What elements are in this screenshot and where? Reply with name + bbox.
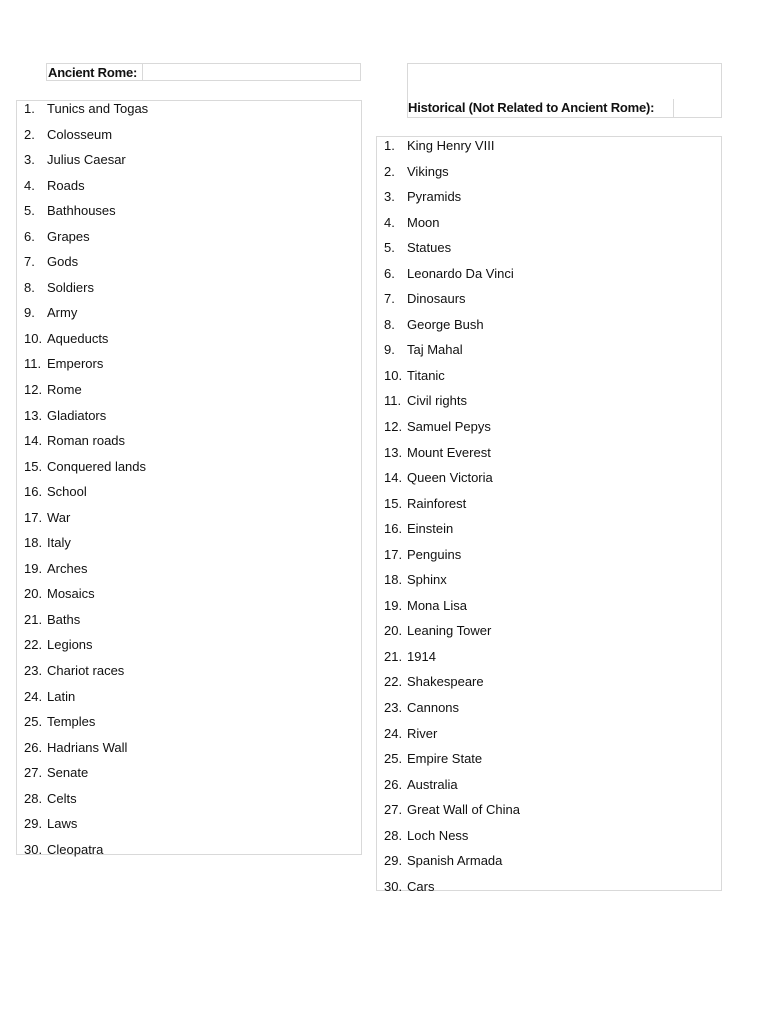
list-item-number: 27. — [384, 802, 403, 818]
list-item-number: 21. — [24, 611, 43, 627]
list-item-text: Soldiers — [47, 279, 94, 295]
list-item-text: Empire State — [407, 751, 483, 767]
list-item-text: Sphinx — [407, 572, 447, 588]
list-item-text: Gladiators — [47, 407, 107, 423]
list-item — [377, 419, 721, 445]
list-item-text: River — [407, 725, 438, 741]
list-item-text: Mosaics — [47, 586, 95, 602]
list-item — [377, 470, 721, 496]
historical-list — [377, 138, 721, 904]
list-item-number: 16. — [384, 521, 403, 537]
list-item-number: 3. — [24, 152, 35, 168]
list-item-text: Spanish Armada — [407, 853, 503, 869]
list-item — [17, 612, 361, 638]
list-item — [377, 751, 721, 777]
list-item-text: Senate — [47, 765, 89, 781]
list-item — [17, 356, 361, 382]
list-item-text: George Bush — [407, 316, 484, 332]
list-item-text: Arches — [47, 560, 88, 576]
list-item-number: 14. — [24, 433, 43, 449]
list-item — [377, 879, 721, 905]
list-item-text: Julius Caesar — [47, 152, 126, 168]
list-item-number: 15. — [384, 495, 403, 511]
list-item-number: 6. — [24, 228, 35, 244]
list-item-text: Gods — [47, 254, 79, 270]
list-item — [17, 510, 361, 536]
list-item — [17, 561, 361, 587]
list-item — [17, 280, 361, 306]
list-item — [17, 331, 361, 357]
list-item-number: 15. — [24, 458, 43, 474]
list-item — [17, 740, 361, 766]
list-item — [17, 178, 361, 204]
list-item — [17, 408, 361, 434]
list-item-text: Emperors — [47, 356, 104, 372]
list-item — [377, 138, 721, 164]
list-item-text: Army — [47, 305, 78, 321]
list-item-text: Titanic — [407, 367, 445, 383]
ancient-rome-header-box — [46, 63, 361, 81]
list-item-number: 27. — [24, 765, 43, 781]
list-item-text: Mona Lisa — [407, 597, 467, 613]
list-item-text: 1914 — [407, 648, 436, 664]
list-item-text: Aqueducts — [47, 330, 109, 346]
list-item-text: Mount Everest — [407, 444, 491, 460]
historical-header-box — [407, 63, 722, 118]
list-item-number: 18. — [24, 535, 43, 551]
list-item-number: 29. — [24, 816, 43, 832]
list-item-number: 3. — [384, 189, 395, 205]
list-item-number: 2. — [24, 126, 35, 142]
list-item-number: 21. — [384, 648, 403, 664]
list-item-text: Roman roads — [47, 433, 126, 449]
list-item-number: 16. — [24, 484, 43, 500]
list-item-text: Grapes — [47, 228, 90, 244]
list-item-number: 2. — [384, 163, 395, 179]
list-item-text: Penguins — [407, 546, 462, 562]
list-item-text: School — [47, 484, 87, 500]
list-item-text: Loch Ness — [407, 827, 469, 843]
list-item-number: 23. — [384, 700, 403, 716]
list-item-number: 9. — [24, 305, 35, 321]
list-item-number: 1. — [384, 138, 395, 153]
list-item — [377, 368, 721, 394]
list-item-number: 23. — [24, 663, 43, 679]
list-item-number: 28. — [384, 827, 403, 843]
list-item — [17, 203, 361, 229]
list-item-text: Australia — [407, 776, 458, 792]
list-item-number: 4. — [24, 177, 35, 193]
list-item-number: 1. — [24, 101, 35, 116]
list-item-number: 30. — [24, 841, 43, 857]
list-item — [17, 689, 361, 715]
list-item-text: Temples — [47, 714, 96, 730]
list-item-number: 20. — [384, 623, 403, 639]
list-item — [377, 853, 721, 879]
list-item-number: 5. — [384, 240, 395, 256]
list-item-number: 20. — [24, 586, 43, 602]
list-item-text: Pyramids — [407, 189, 462, 205]
list-item-number: 13. — [24, 407, 43, 423]
list-item-text: Civil rights — [407, 393, 467, 409]
list-item-number: 24. — [24, 688, 43, 704]
list-item — [17, 842, 361, 868]
list-item-text: Taj Mahal — [407, 342, 463, 358]
list-item-number: 6. — [384, 265, 395, 281]
list-item — [17, 433, 361, 459]
list-item-text: Chariot races — [47, 663, 125, 679]
list-item-text: Conquered lands — [47, 458, 147, 474]
list-item — [17, 127, 361, 153]
list-item — [377, 317, 721, 343]
historical-title: Historical (Not Related to Ancient Rome): — [408, 99, 674, 117]
list-item — [377, 828, 721, 854]
ancient-rome-title: Ancient Rome: — [47, 64, 143, 80]
list-item — [377, 291, 721, 317]
list-item-text: Hadrians Wall — [47, 739, 128, 755]
list-item-text: Leonardo Da Vinci — [407, 265, 514, 281]
list-item-number: 18. — [384, 572, 403, 588]
historical-list-box — [376, 136, 722, 894]
list-item-number: 11. — [384, 393, 402, 409]
list-item — [17, 663, 361, 689]
list-item — [17, 816, 361, 842]
list-item-text: Dinosaurs — [407, 291, 466, 307]
list-item-text: Samuel Pepys — [407, 419, 491, 435]
list-item — [377, 240, 721, 266]
list-item-text: Cars — [407, 878, 435, 894]
list-item — [377, 342, 721, 368]
list-item — [17, 254, 361, 280]
list-item-number: 11. — [24, 356, 42, 372]
list-item — [377, 598, 721, 624]
list-item-number: 12. — [24, 382, 43, 398]
list-item — [377, 777, 721, 803]
list-item — [17, 101, 361, 127]
list-item — [377, 649, 721, 675]
list-item-number: 14. — [384, 470, 403, 486]
list-item — [377, 189, 721, 215]
list-item-number: 5. — [24, 203, 35, 219]
list-item-text: Laws — [47, 816, 78, 832]
list-item — [377, 521, 721, 547]
list-item — [377, 445, 721, 471]
list-item — [377, 674, 721, 700]
list-item-text: Vikings — [407, 163, 449, 179]
list-item — [17, 382, 361, 408]
list-item-text: Bathhouses — [47, 203, 116, 219]
list-item — [17, 484, 361, 510]
list-item — [377, 164, 721, 190]
list-item — [17, 305, 361, 331]
list-item — [377, 266, 721, 292]
list-item-number: 22. — [24, 637, 43, 653]
list-item — [17, 459, 361, 485]
list-item — [17, 152, 361, 178]
list-item-number: 22. — [384, 674, 403, 690]
list-item-text: War — [47, 509, 71, 525]
list-item-text: Statues — [407, 240, 452, 256]
list-item — [377, 572, 721, 598]
list-item-text: Celts — [47, 790, 77, 806]
list-item-number: 19. — [384, 597, 403, 613]
list-item-text: Roads — [47, 177, 85, 193]
list-item-text: Rome — [47, 382, 82, 398]
list-item-number: 10. — [384, 367, 403, 383]
ancient-rome-list — [17, 101, 361, 867]
list-item-number: 25. — [384, 751, 403, 767]
list-item-number: 9. — [384, 342, 395, 358]
list-item-number: 10. — [24, 330, 43, 346]
list-item — [17, 765, 361, 791]
list-item-number: 12. — [384, 419, 403, 435]
list-item-number: 13. — [384, 444, 403, 460]
list-item — [377, 726, 721, 752]
list-item-text: Shakespeare — [407, 674, 484, 690]
list-item-text: Italy — [47, 535, 71, 551]
list-item-number: 7. — [384, 291, 395, 307]
list-item-number: 7. — [24, 254, 35, 270]
list-item-number: 30. — [384, 878, 403, 894]
list-item-number: 17. — [384, 546, 403, 562]
list-item-text: King Henry VIII — [407, 138, 495, 153]
list-item-text: Queen Victoria — [407, 470, 493, 486]
list-item — [17, 791, 361, 817]
list-item — [377, 215, 721, 241]
list-item-number: 25. — [24, 714, 43, 730]
list-item-text: Leaning Tower — [407, 623, 492, 639]
list-item — [17, 637, 361, 663]
list-item-text: Baths — [47, 611, 81, 627]
list-item-number: 8. — [384, 316, 395, 332]
list-item — [377, 802, 721, 828]
list-item-number: 26. — [384, 776, 403, 792]
list-item-text: Cannons — [407, 700, 460, 716]
list-item — [17, 586, 361, 612]
list-item-text: Einstein — [407, 521, 454, 537]
list-item — [377, 393, 721, 419]
list-item — [17, 714, 361, 740]
list-item — [17, 535, 361, 561]
list-item — [17, 229, 361, 255]
list-item-number: 29. — [384, 853, 403, 869]
list-item-text: Great Wall of China — [407, 802, 520, 818]
list-item-text: Rainforest — [407, 495, 467, 511]
list-item — [377, 623, 721, 649]
list-item — [377, 496, 721, 522]
list-item-text: Moon — [407, 214, 440, 230]
list-item — [377, 700, 721, 726]
list-item-number: 4. — [384, 214, 395, 230]
list-item-text: Latin — [47, 688, 76, 704]
list-item — [377, 547, 721, 573]
list-item-number: 8. — [24, 279, 35, 295]
ancient-rome-list-box — [16, 100, 362, 855]
list-item-number: 19. — [24, 560, 43, 576]
list-item-text: Legions — [47, 637, 93, 653]
list-item-text: Cleopatra — [47, 841, 104, 857]
list-item-number: 28. — [24, 790, 43, 806]
list-item-text: Tunics and Togas — [47, 101, 149, 116]
list-item-number: 17. — [24, 509, 43, 525]
list-item-number: 26. — [24, 739, 43, 755]
list-item-number: 24. — [384, 725, 403, 741]
list-item-text: Colosseum — [47, 126, 113, 142]
